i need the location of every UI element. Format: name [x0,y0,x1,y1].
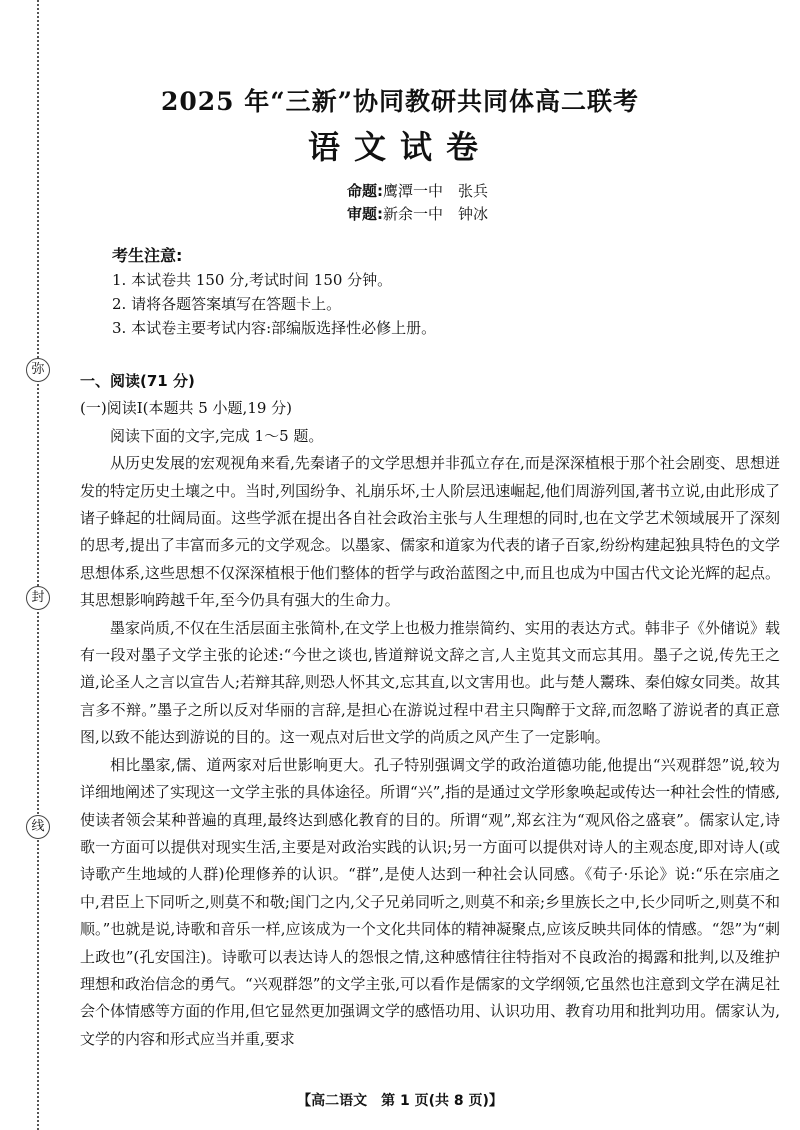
proposer-line [347,180,488,203]
notice-item: 2. 请将各题答案填写在答题卡上。 [112,295,342,313]
binding-char-xian: 线 [26,815,50,839]
reviewer-line [347,203,488,226]
passage-paragraph: 从历史发展的宏观视角来看,先秦诸子的文学思想并非孤立存在,而是深深植根于那个社会剧变、思想迸发的特定历史土壤之中。当时,列国纷争、礼崩乐坏,士人阶层迅速崛起,他们周游列国,著书立说,由此形成了诸子蜂起的壮阔局面。这些学派在提出各自社会政治主张与人生理想的同时,也在文学艺术领域展开了深刻的思考,提出了丰富而多元的文学观念。以墨家、儒家和道家为代表的诸子百家,纷纷构建起独具特色的文学思想体系,这些思想不仅深深植根于他们整体的哲学与政治蓝图之中,而且也成为中国古代文论光辉的起点。其思想影响跨越千年,至今仍具有强大的生命力。 [80,454,780,610]
subject-title: 语文试卷 [307,128,492,166]
passage-paragraph: 墨家尚质,不仅在生活层面主张简朴,在文学上也极力推崇简约、实用的表达方式。韩非子《外储说》载有一段对墨子文学主张的论述:“今世之谈也,皆道辩说文辞之言,人主览其文而忘其用。墨子之说,传先王之道,论圣人之言以宣告人;若辩其辞,则恐人怀其文,忘其直,以文害用也。此与楚人鬻珠、秦伯嫁女同类。故其言多不辩。”墨子之所以反对华丽的言辞,是担心在游说过程中君主只陶醉于文辞,而忽略了游说者的真正意图,以致不能达到游说的目的。这一观点对后世文学的尚质之风产生了一定影响。 [80,618,780,747]
instruction: 阅读下面的文字,完成 1～5 题。 [110,426,324,445]
proposer-label: 命题: [347,182,383,200]
reading-section [80,368,780,1053]
page-footer: 【高二语文 第 1 页(共 8 页)】 [297,1093,503,1109]
reviewer-name: 新余一中 钟冰 [383,205,489,223]
candidate-notice [112,244,436,340]
proposer-name: 鹰潭一中 张兵 [383,182,489,200]
binding-dotted-line [37,0,39,1130]
binding-char-mi: 弥 [26,358,50,382]
binding-char-feng: 封 [26,586,50,610]
section-heading: 一、阅读(71 分) [80,372,195,390]
notice-item: 3. 本试卷主要考试内容:部编版选择性必修上册。 [112,319,437,337]
notice-item: 1. 本试卷共 150 分,考试时间 150 分钟。 [112,271,393,289]
authors-block [347,180,488,226]
section-subheading: (一)阅读Ⅰ(本题共 5 小题,19 分) [80,399,293,418]
exam-title: 2025 年“三新”协同教研共同体高二联考 [160,87,640,116]
reviewer-label: 审题: [347,205,383,223]
notice-title: 考生注意: [112,246,183,265]
passage-paragraph: 相比墨家,儒、道两家对后世影响更大。孔子特别强调文学的政治道德功能,他提出“兴观群怨”说,较为详细地阐述了实现这一文学主张的具体途径。所谓“兴”,指的是通过文学形象唤起或传达一种社会性的情感,使读者领会某种普遍的真理,最终达到感化教育的目的。所谓“观”,郑玄注为“观风俗之盛衰”。儒家认定,诗歌一方面可以提供对现实生活,主要是对政治实践的认识;另一方面可以提供对诗人的主观态度,即对诗人(或诗歌产生地域的人群)伦理修养的认识。“群”,是使人达到一种社会认同感。《荀子·乐论》说:“乐在宗庙之中,君臣上下同听之,则莫不和敬;闺门之内,父子兄弟同听之,则莫不和亲;乡里族长之中,长少同听之,则莫不和顺。”也就是说,诗歌和音乐一样,应该成为一个文化共同体的精神凝聚点,应该反映共同体的情感。“怨”为“刺上政也”(孔安国注)。诗歌可以表达诗人的怨恨之情,这种感情往往特指对不良政治的揭露和批判,以及维护理想和政治信念的勇气。“兴观群怨”的文学主张,可以看作是儒家的文学纲领,它虽然也注意到文学在满足社会个体情感等方面的作用,但它显然更加强调文学的感悟功用、认识功用、教育功用和批判功用。儒家认为,文学的内容和形式应当并重,要求 [80,755,780,1048]
